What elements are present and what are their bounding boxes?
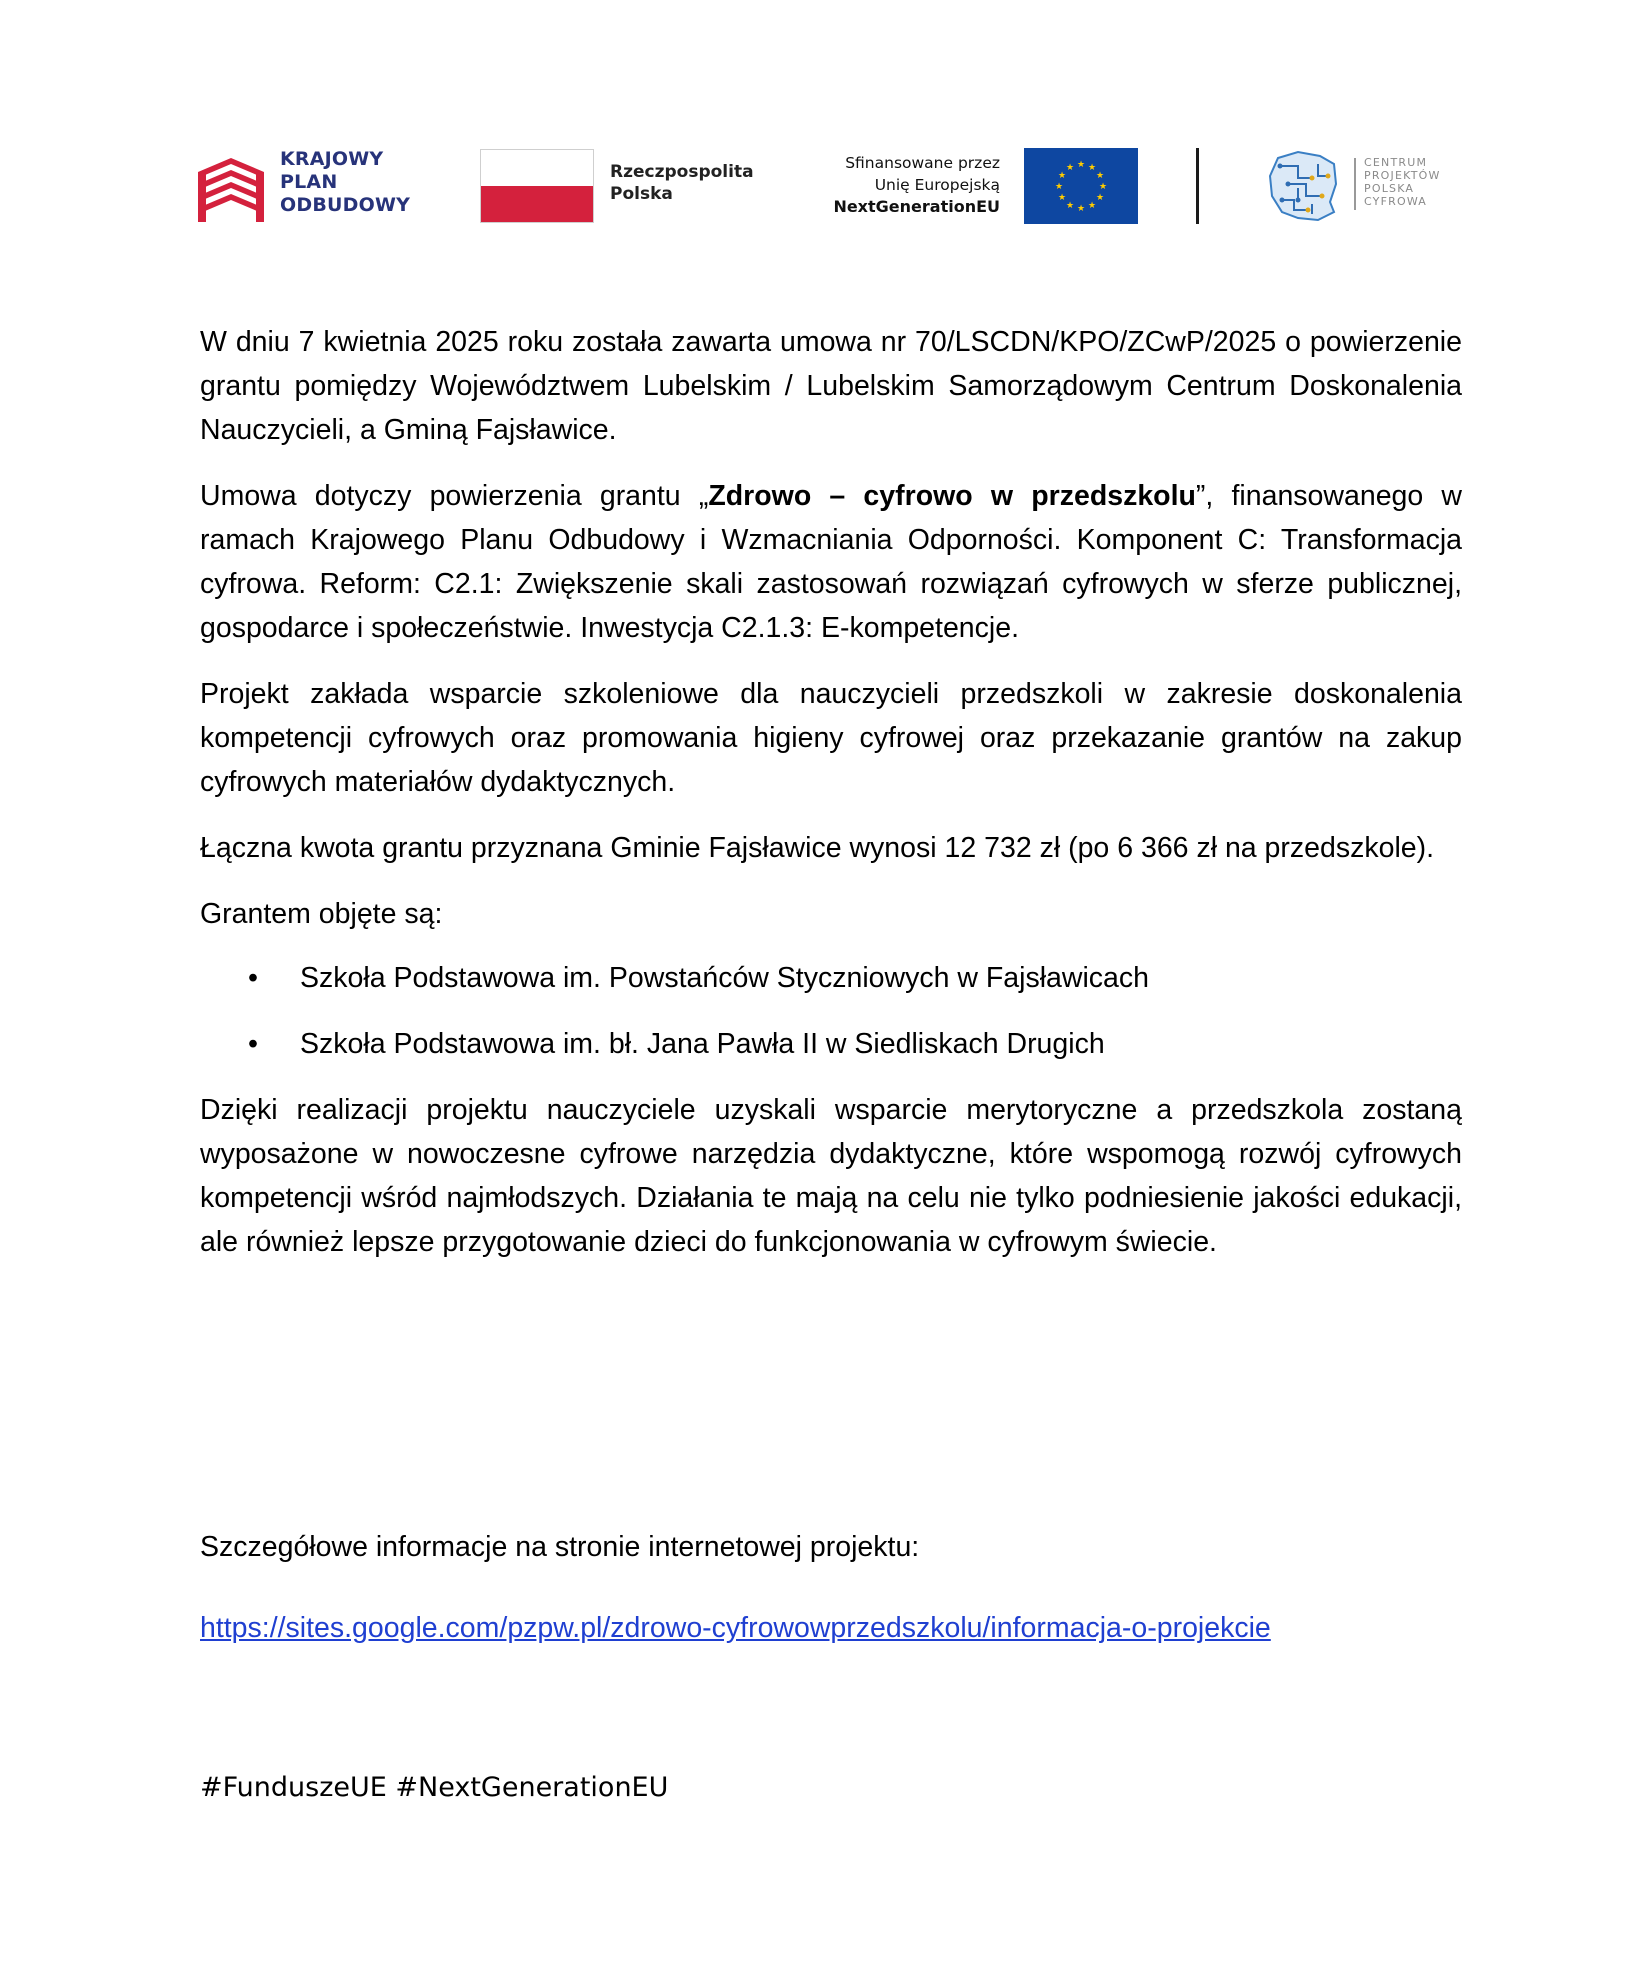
rp-line-2: Polska (610, 184, 673, 204)
cppc-line-4: CYFROWA (1364, 195, 1428, 208)
kpo-line-3: ODBUDOWY (280, 194, 411, 216)
cppc-line-3: POLSKA (1364, 182, 1415, 195)
cppc-wordmark (1364, 156, 1441, 208)
svg-text:★: ★ (1065, 201, 1075, 211)
cppc-line-2: PROJEKTÓW (1364, 169, 1441, 182)
eu-line-3: NextGenerationEU (833, 197, 1000, 216)
svg-text:★: ★ (1065, 163, 1075, 173)
bullet-icon: • (248, 962, 258, 994)
contract-paragraph: W dniu 7 kwietnia 2025 roku została zawarta umowa nr 70/LSCDN/KPO/ZCwP/2025 o powierzenie grantu pomiędzy Województwem Lubelskim / Lubelskim Samorządowym Centrum Doskonalenia Nauczycieli, a Gminą Fajsławice. (200, 326, 1462, 446)
grant-paragraph-rest: ”, finansowanego w ramach Krajowego Planu Odbudowy i Wzmacniania Odporności. Komponent C: Transformacja cyfrowa. Reform: C2.1: Zwiększenie skali zastosowań rozwiązań cyfrowych w sferze publicznej, gospodarce i społeczeństwie. Inwestycja C2.1.3: E-kompetencje. (200, 480, 1462, 644)
eu-flag-icon (1024, 148, 1138, 224)
grant-paragraph (200, 474, 1462, 650)
grant-paragraph-start: Umowa dotyczy powierzenia grantu „ (200, 480, 709, 512)
eu-line-2: Unię Europejską (874, 176, 1000, 194)
svg-text:★: ★ (1087, 163, 1097, 173)
school-name: Szkoła Podstawowa im. bł. Jana Pawła II w Siedliskach Drugich (300, 1028, 1105, 1060)
eu-funding-logo (808, 148, 1138, 226)
grant-amount-paragraph: Łączna kwota grantu przyznana Gminie Fajsławice wynosi 12 732 zł (po 6 366 zł na przedszkole). (200, 832, 1435, 864)
svg-text:★: ★ (1087, 201, 1097, 211)
poland-circuit-map-icon (1268, 150, 1338, 222)
rzeczpospolita-logo (480, 149, 780, 225)
svg-text:★: ★ (1076, 204, 1086, 214)
list-item (200, 956, 1462, 1000)
eu-funding-text (833, 152, 1000, 218)
polish-flag-icon (480, 149, 594, 223)
bullet-icon: • (248, 1028, 258, 1060)
svg-text:★: ★ (1057, 193, 1067, 203)
eu-line-1: Sfinansowane przez (845, 154, 1000, 172)
school-list (200, 956, 1462, 1066)
school-name: Szkoła Podstawowa im. Powstańców Styczniowych w Fajsławicach (300, 962, 1149, 994)
svg-text:★: ★ (1095, 193, 1105, 203)
outcome-paragraph: Dzięki realizacji projektu nauczyciele uzyskali wsparcie merytoryczne a przedszkola zostaną wyposażone w nowoczesne cyfrowe narzędzia dydaktyczne, które wspomogą rozwój cyfrowych kompetencji wśród najmłodszych. Działania te mają na celu nie tylko podniesienie jakości edukacji, ale również lepsze przygotowanie dzieci do funkcjonowania w cyfrowym świecie. (200, 1094, 1462, 1258)
svg-text:★: ★ (1098, 182, 1108, 192)
cppc-logo (1268, 148, 1468, 226)
cppc-line-1: CENTRUM (1364, 156, 1428, 169)
project-name: Zdrowo – cyfrowo w przedszkolu (708, 480, 1196, 512)
kpo-wordmark (280, 148, 410, 217)
rp-line-1: Rzeczpospolita (610, 162, 754, 182)
document-body (200, 320, 1462, 1286)
list-item (200, 1022, 1462, 1066)
more-info-text: Szczegółowe informacje na stronie internetowej projektu: (200, 1531, 920, 1563)
svg-text:★: ★ (1054, 182, 1064, 192)
project-scope-paragraph: Projekt zakłada wsparcie szkoleniowe dla nauczycieli przedszkoli w zakresie doskonalenia kompetencji cyfrowych oraz promowania higieny cyfrowej oraz przekazanie grantów na zakup cyfrowych materiałów dydaktycznych. (200, 678, 1462, 798)
logo-header (198, 148, 1468, 226)
grant-scope-heading: Grantem objęte są: (200, 898, 443, 930)
kpo-emblem-icon (198, 150, 264, 222)
svg-text:★: ★ (1076, 160, 1086, 170)
logo-divider (1196, 148, 1199, 224)
project-website-link[interactable]: https://sites.google.com/pzpw.pl/zdrowo-cyfrowowprzedszkolu/informacja-o-projekcie (200, 1612, 1271, 1644)
cppc-separator (1354, 158, 1356, 210)
hashtags: #FunduszeUE #NextGenerationEU (200, 1772, 669, 1803)
kpo-line-1: KRAJOWY (280, 148, 384, 170)
svg-text:★: ★ (1057, 171, 1067, 181)
rp-wordmark (610, 161, 754, 205)
svg-text:★: ★ (1095, 171, 1105, 181)
kpo-line-2: PLAN (280, 171, 338, 193)
kpo-logo (198, 148, 438, 226)
